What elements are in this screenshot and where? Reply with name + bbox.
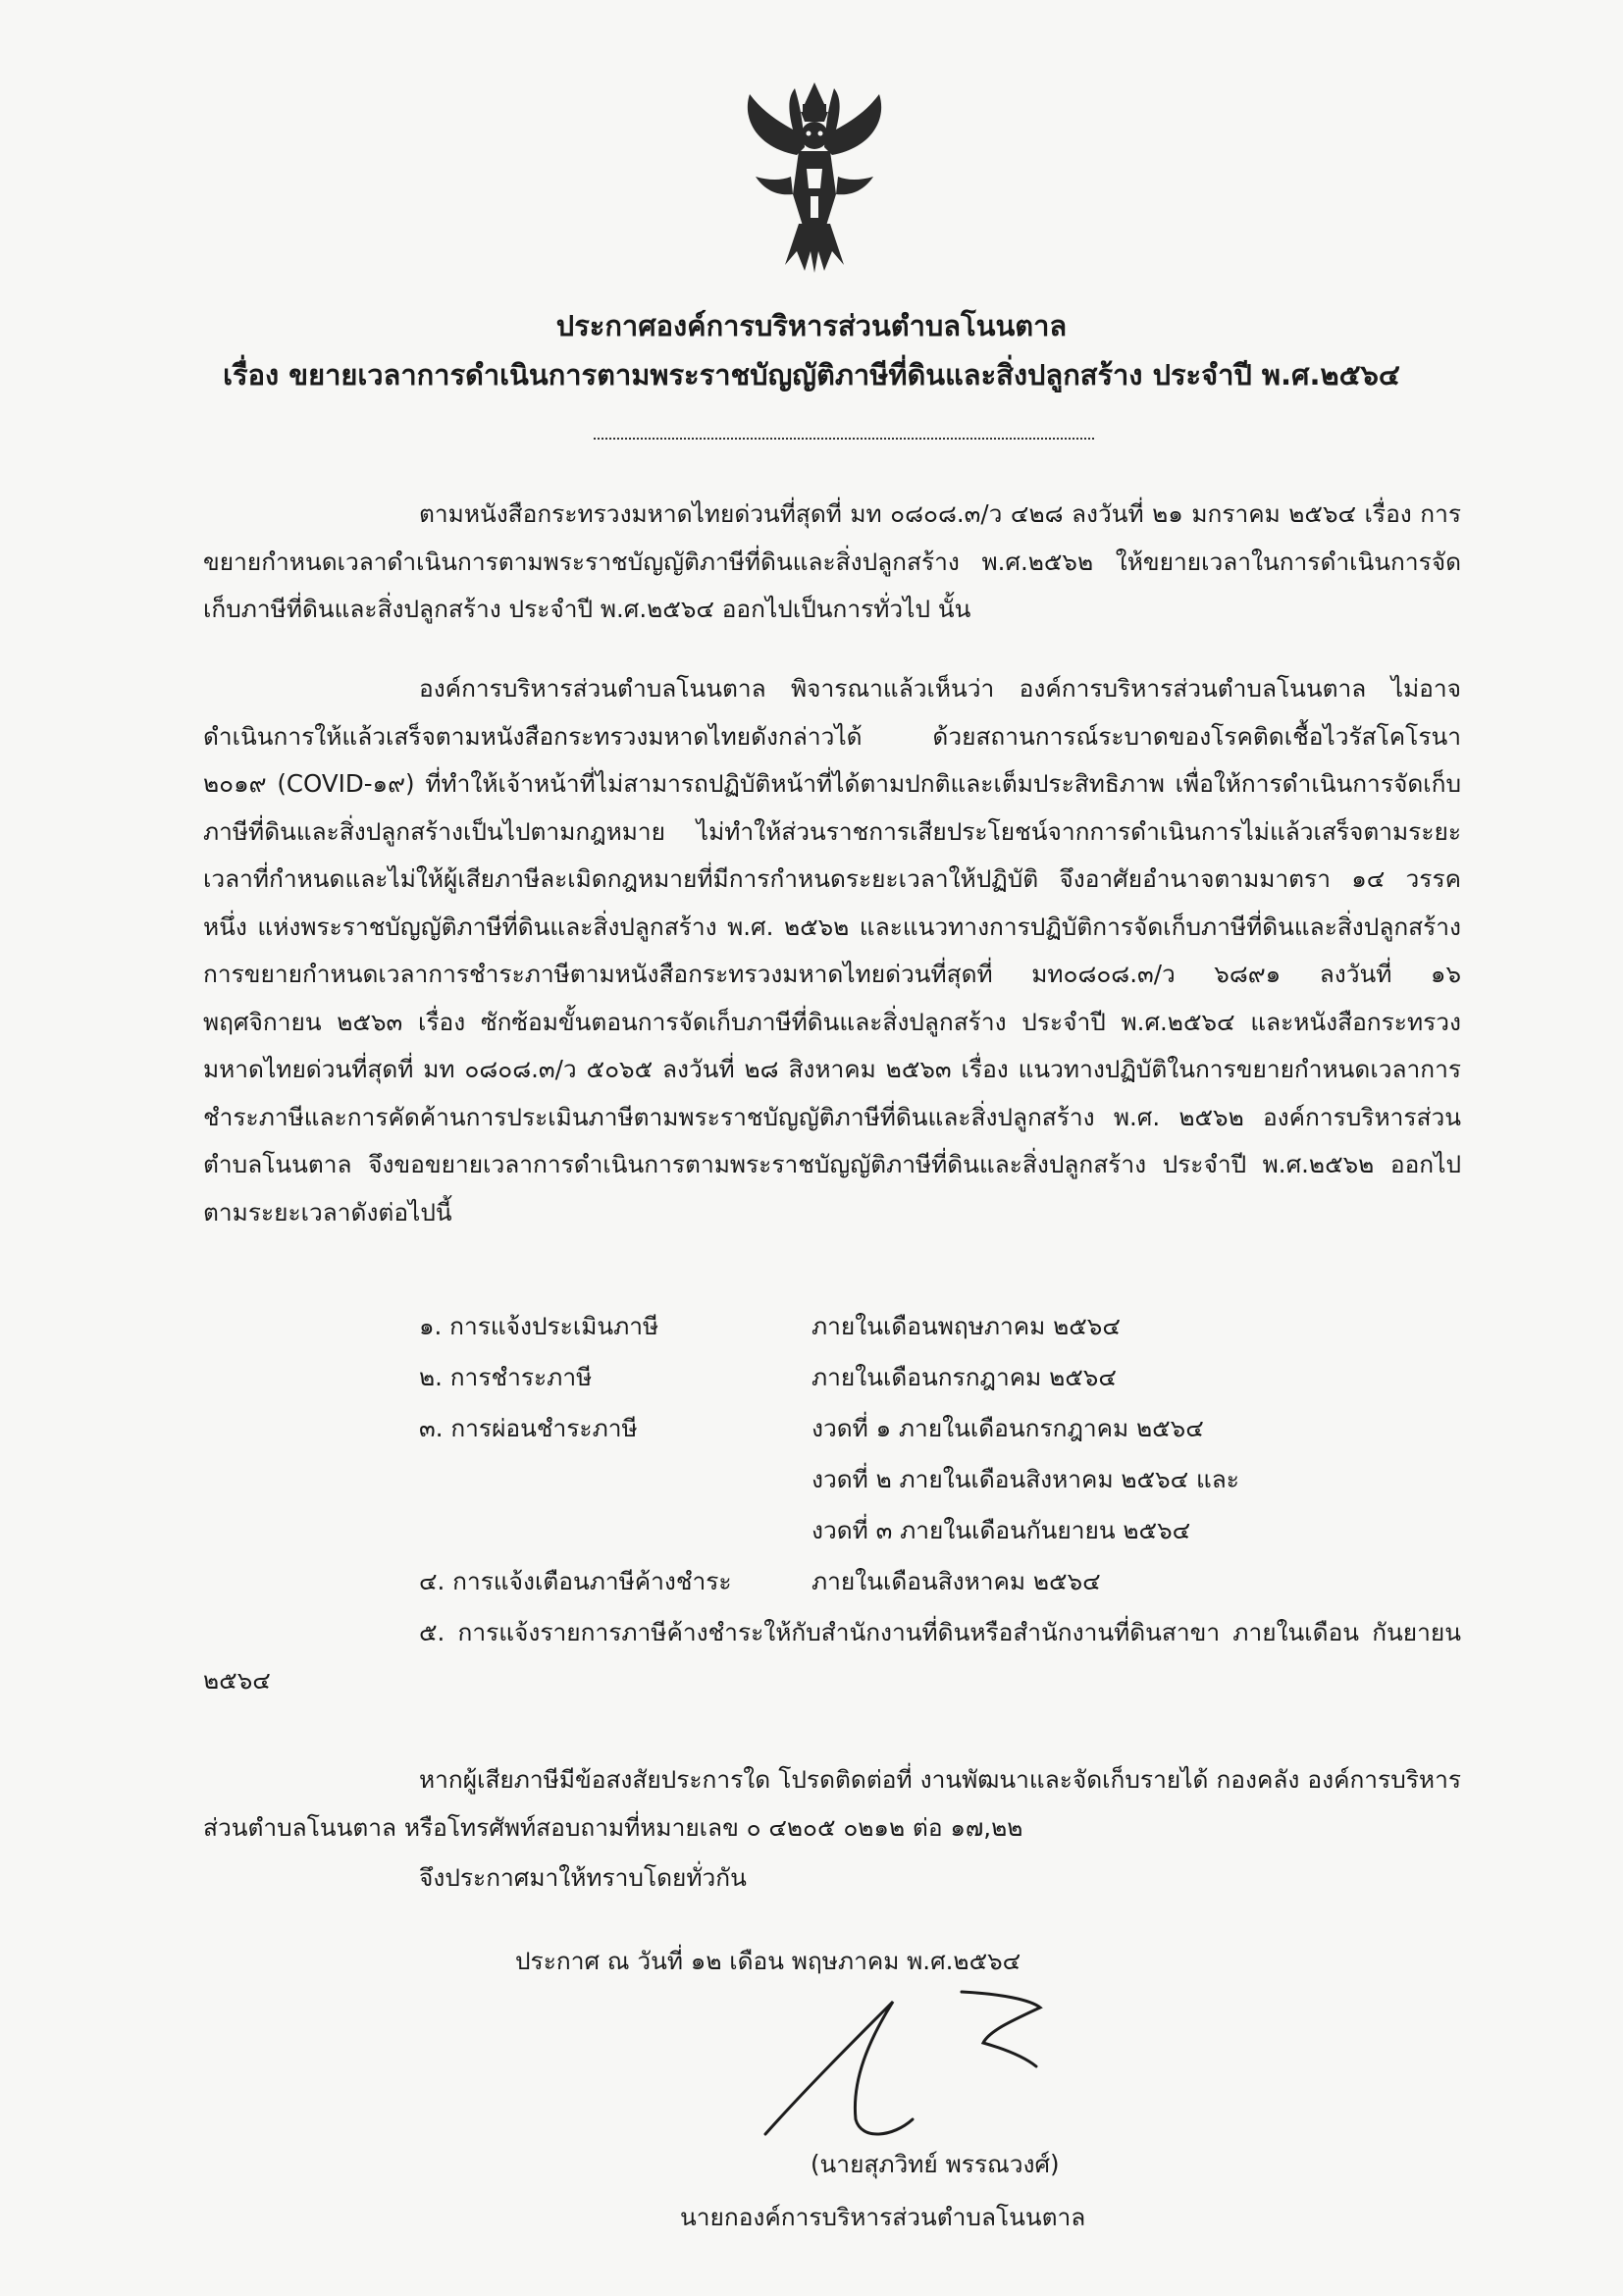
signature-icon <box>746 1972 1070 2149</box>
schedule-item-label: ๓. การผ่อนชำระภาษี <box>419 1414 638 1442</box>
installment-3-deadline: งวดที่ ๓ ภายในเดือนกันยายน ๒๕๖๔ <box>812 1516 1191 1544</box>
schedule-item-label: ๔. การแจ้งเตือนภาษีค้างชำระ <box>419 1567 732 1595</box>
schedule-item-deadline: ภายในเดือนสิงหาคม ๒๕๖๔ <box>812 1567 1101 1595</box>
paragraph-reason: องค์การบริหารส่วนตำบลโนนตาล พิจารณาแล้วเห็นว่า องค์การบริหารส่วนตำบลโนนตาล ไม่อาจดำเนินการให้แล้วเสร็จตามหนังสือกระทรวงมหาดไทยดังกล่าวได้ ด้วยสถานการณ์ระบาดของโรคติดเชื้อไวรัสโคโรนา ๒๐๑๙ (COVID-๑๙) ที่ทำให้เจ้าหน้าที่ไม่สามารถปฏิบัติหน้าที่ได้ตามปกติและเต็มประสิทธิภาพ เพื่อให้การดำเนินการจัดเก็บภาษีที่ดินและสิ่งปลูกสร้างเป็นไปตามกฎหมาย ไม่ทำให้ส่วนราชการเสียประโยชน์จากการดำเนินการไม่แล้วเสร็จตามระยะเวลาที่กำหนดและไม่ให้ผู้เสียภาษีละเมิดกฎหมายที่มีการกำหนดระยะเวลาให้ปฏิบัติ จึงอาศัยอำนาจตามมาตรา ๑๔ วรรคหนึ่ง แห่งพระราชบัญญัติภาษีที่ดินและสิ่งปลูกสร้าง พ.ศ. ๒๕๖๒ และแนวทางการปฏิบัติการจัดเก็บภาษีที่ดินและสิ่งปลูกสร้าง การขยายกำหนดเวลาการชำระภาษีตามหนังสือกระทรวงมหาดไทยด่วนที่สุดที่ มท๐๘๐๘.๓/ว ๖๘๙๑ ลงวันที่ ๑๖ พฤศจิกายน ๒๕๖๓ เรื่อง ซักซ้อมขั้นตอนการจัดเก็บภาษีที่ดินและสิ่งปลูกสร้าง ประจำปี พ.ศ.๒๕๖๔ และหนังสือกระทรวงมหาดไทยด่วนที่สุดที่ มท ๐๘๐๘.๓/ว ๕๐๖๕ ลงวันที่ ๒๘ สิงหาคม ๒๕๖๓ เรื่อง แนวทางปฏิบัติในการขยายกำหนดเวลาการชำระภาษีและการคัดค้านการประเมินภาษีตามพระราชบัญญัติภาษีที่ดินและสิ่งปลูกสร้าง พ.ศ. ๒๕๖๒ องค์การบริหารส่วนตำบลโนนตาล จึงขอขยายเวลาการดำเนินการตามพระราชบัญญัติภาษีที่ดินและสิ่งปลูกสร้าง ประจำปี พ.ศ.๒๕๖๒ ออกไป ตามระยะเวลาดังต่อไปนี้ <box>203 674 1461 1226</box>
schedule-item-deadline: ภายในเดือนกรกฎาคม ๒๕๖๔ <box>812 1363 1117 1391</box>
signer-position: นายกองค์การบริหารส่วนตำบลโนนตาล <box>680 2203 1086 2231</box>
announcement-subject: เรื่อง ขยายเวลาการดำเนินการตามพระราชบัญญัติภาษีที่ดินและสิ่งปลูกสร้าง ประจำปี พ.ศ.๒๕๖๔ <box>223 358 1400 391</box>
installment-1-deadline: งวดที่ ๑ ภายในเดือนกรกฎาคม ๒๕๖๔ <box>812 1414 1204 1442</box>
schedule-item-label: ๒. การชำระภาษี <box>419 1363 593 1391</box>
paragraph-contact: หากผู้เสียภาษีมีข้อสงสัยประการใด โปรดติดต่อที่ งานพัฒนาและจัดเก็บรายได้ กองคลัง องค์การบริหารส่วนตำบลโนนตาล หรือโทรศัพท์สอบถามที่หมายเลข ๐ ๔๒๐๕ ๐๒๑๒ ต่อ ๑๗,๒๒ <box>203 1765 1461 1842</box>
garuda-emblem-icon <box>736 78 893 275</box>
paragraph-reference: ตามหนังสือกระทรวงมหาดไทยด่วนที่สุดที่ มท ๐๘๐๘.๓/ว ๔๒๘ ลงวันที่ ๒๑ มกราคม ๒๕๖๔ เรื่อง การขยายกำหนดเวลาดำเนินการตามพระราชบัญญัติภาษีที่ดินและสิ่งปลูกสร้าง พ.ศ.๒๕๖๒ ให้ขยายเวลาในการดำเนินการจัดเก็บภาษีที่ดินและสิ่งปลูกสร้าง ประจำปี พ.ศ.๒๕๖๔ ออกไปเป็นการทั่วไป นั้น <box>203 499 1461 623</box>
installment-2-deadline: งวดที่ ๒ ภายในเดือนสิงหาคม ๒๕๖๔ และ <box>812 1465 1239 1493</box>
announcement-title: ประกาศองค์การบริหารส่วนตำบลโนนตาล <box>555 309 1068 342</box>
schedule-item-deadline: ภายในเดือนพฤษภาคม ๒๕๖๔ <box>812 1312 1121 1340</box>
schedule-item-label: ๑. การแจ้งประเมินภาษี <box>419 1312 659 1340</box>
signer-name: (นายสุภวิทย์ พรรณวงศ์) <box>811 2150 1060 2178</box>
proclamation-line: จึงประกาศมาให้ทราบโดยทั่วกัน <box>419 1863 747 1892</box>
schedule-item-installment-3 <box>419 1507 1461 1554</box>
schedule-item-overdue-notice <box>419 1558 1461 1605</box>
title-divider <box>594 438 1094 440</box>
schedule-item-assessment <box>419 1303 1461 1350</box>
announcement-date: ประกาศ ณ วันที่ ๑๒ เดือน พฤษภาคม พ.ศ.๒๕๖๔ <box>515 1947 1021 1975</box>
schedule-item-installment <box>419 1405 1461 1452</box>
schedule-item-land-office: ๕. การแจ้งรายการภาษีค้างชำระให้กับสำนักงานที่ดินหรือสำนักงานที่ดินสาขา ภายในเดือน กันยายน ๒๕๖๔ <box>203 1618 1461 1695</box>
schedule-item-payment <box>419 1354 1461 1401</box>
schedule-item-installment-2 <box>419 1456 1461 1503</box>
